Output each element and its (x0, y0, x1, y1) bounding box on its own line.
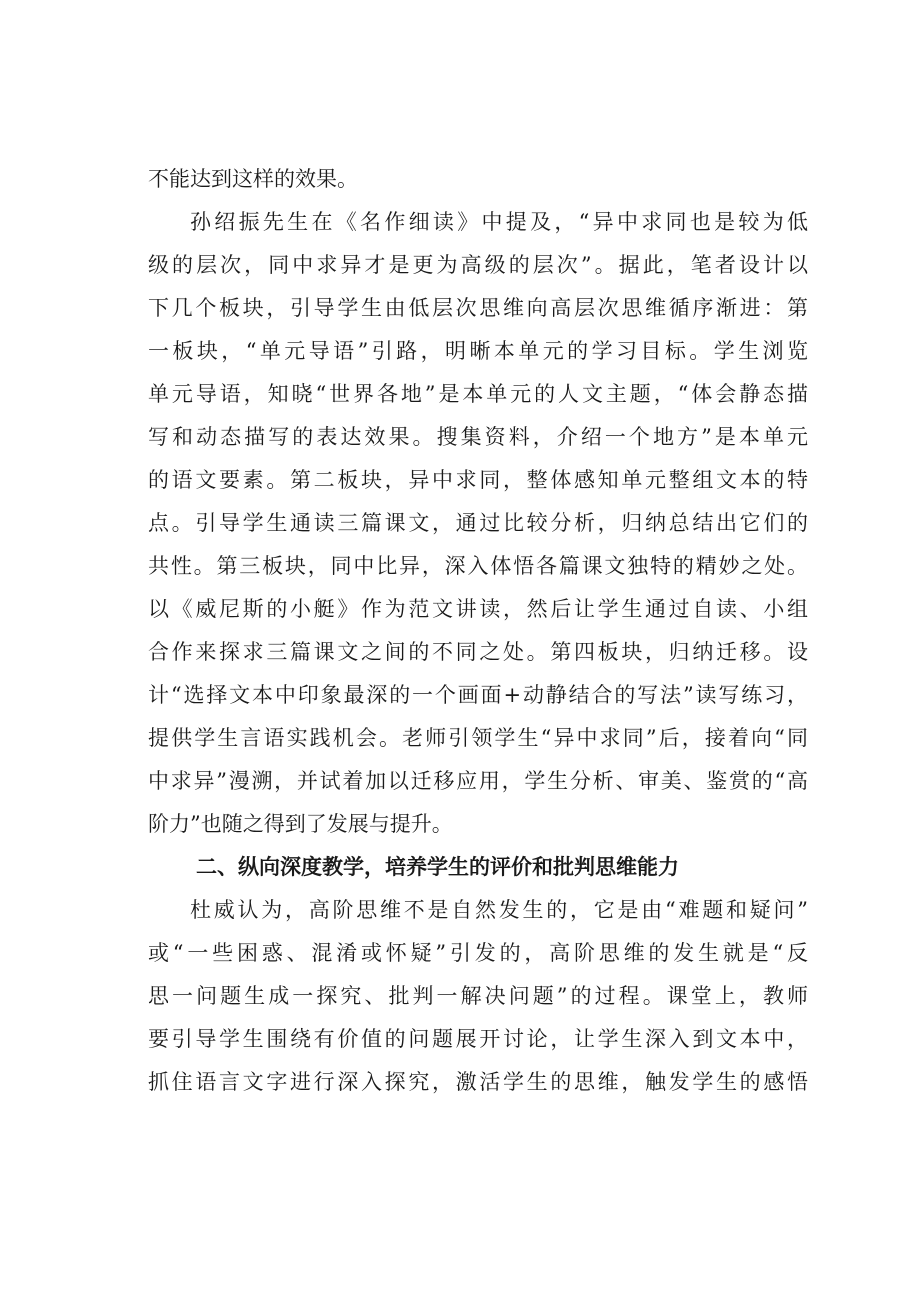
text-line: 或“一些困惑、混淆或怀疑”引发的，高阶思维的发生就是“反 (148, 941, 808, 965)
text-line: 下几个板块，引导学生由低层次思维向高层次思维循序渐进：第 (148, 296, 808, 320)
text-line: 合作来探求三篇课文之间的不同之处。第四板块，归纳迁移。设 (148, 640, 808, 664)
text-line: 单元导语，知晓“世界各地”是本单元的人文主题，“体会静态描 (148, 382, 808, 406)
text-line: 思一问题生成一探究、批判一解决问题”的过程。课堂上，教师 (148, 984, 808, 1008)
paragraph-first-line: 杜威认为，高阶思维不是自然发生的，它是由“难题和疑问” (190, 898, 808, 922)
text-line: 中求异”漫溯，并试着加以迁移应用，学生分析、审美、鉴赏的“高 (148, 769, 808, 793)
text-line: 级的层次，同中求异才是更为高级的层次”。据此，笔者设计以 (148, 253, 808, 277)
text-line: 提供学生言语实践机会。老师引领学生“异中求同”后，接着向“同 (148, 726, 808, 750)
text-line: 阶力”也随之得到了发展与提升。 (148, 812, 453, 836)
text-line: 抓住语言文字进行深入探究，激活学生的思维，触发学生的感悟 (148, 1070, 808, 1094)
text-line: 要引导学生围绕有价值的问题展开讨论，让学生深入到文本中， (148, 1027, 808, 1051)
section-heading: 二、纵向深度教学，培养学生的评价和批判思维能力 (196, 855, 679, 879)
text-line: 的语文要素。第二板块，异中求同，整体感知单元整组文本的特 (148, 468, 808, 492)
text-line: 计“选择文本中印象最深的一个画面+动静结合的写法”读写练习， (148, 683, 808, 707)
text-line: 共性。第三板块，同中比异，深入体悟各篇课文独特的精妙之处。 (148, 554, 808, 578)
paragraph-first-line: 孙绍振先生在《名作细读》中提及，“异中求同也是较为低 (190, 210, 808, 234)
text-line: 写和动态描写的表达效果。搜集资料，介绍一个地方”是本单元 (148, 425, 808, 449)
text-line: 以《威尼斯的小艇》作为范文讲读，然后让学生通过自读、小组 (148, 597, 808, 621)
text-line: 一板块，“单元导语”引路，明晰本单元的学习目标。学生浏览 (148, 339, 808, 363)
text-line: 点。引导学生通读三篇课文，通过比较分析，归纳总结出它们的 (148, 511, 808, 535)
text-line: 不能达到这样的效果。 (148, 167, 358, 191)
